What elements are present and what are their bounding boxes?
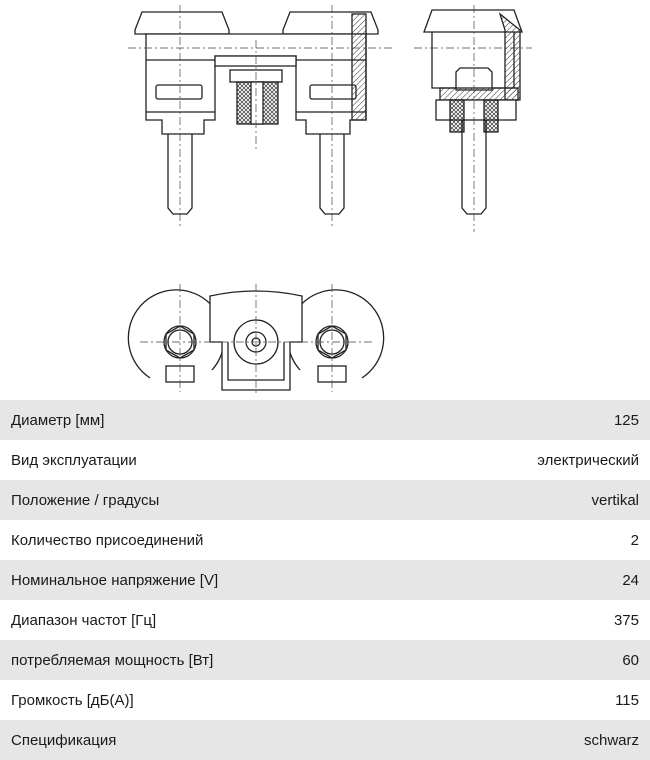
spec-row-voltage xyxy=(0,560,650,600)
spec-value: 24 xyxy=(622,571,639,589)
spec-value: schwarz xyxy=(583,731,639,749)
spec-label: Положение / градусы xyxy=(11,491,160,509)
spec-value: 125 xyxy=(613,411,639,429)
spec-value: 115 xyxy=(615,691,639,709)
spec-label: Диапазон частот [Гц] xyxy=(11,611,157,629)
spec-label: Спецификация xyxy=(11,731,117,749)
spec-value: vertikal xyxy=(591,491,639,509)
front-view xyxy=(128,5,392,228)
spec-row-diameter xyxy=(0,400,650,440)
spec-row-specification xyxy=(0,720,650,760)
spec-row-position xyxy=(0,480,650,520)
spec-label: потребляемая мощность [Вт] xyxy=(11,651,214,669)
spec-label: Громкость [дБ(A)] xyxy=(11,691,134,709)
spec-row-operation xyxy=(0,440,650,480)
spec-label: Номинальное напряжение [V] xyxy=(11,571,219,589)
spec-label: Количество присоединений xyxy=(11,531,204,549)
spec-row-frequency xyxy=(0,600,650,640)
spec-value: 60 xyxy=(622,651,639,669)
spec-row-connections xyxy=(0,520,650,560)
spec-value: 375 xyxy=(613,611,639,629)
spec-value: электрический xyxy=(537,451,639,469)
spec-row-power xyxy=(0,640,650,680)
spec-label: Диаметр [мм] xyxy=(11,411,105,429)
spec-row-volume xyxy=(0,680,650,720)
spec-table xyxy=(0,400,650,760)
spec-value: 2 xyxy=(630,531,639,549)
top-view xyxy=(128,284,383,396)
spec-label: Вид эксплуатации xyxy=(11,451,137,469)
side-view xyxy=(414,5,532,232)
